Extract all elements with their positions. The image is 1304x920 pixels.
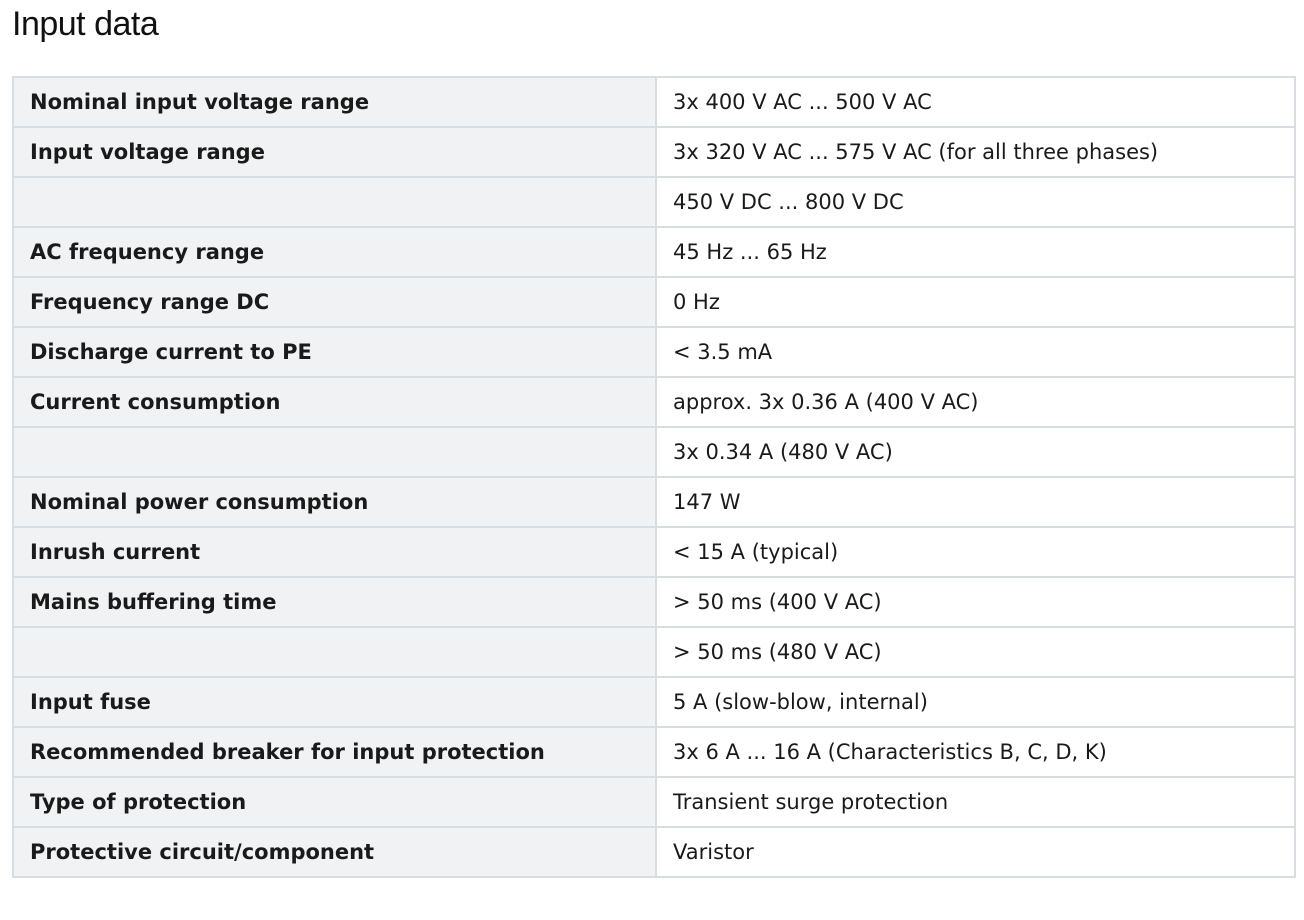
row-label: Recommended breaker for input protection — [13, 727, 656, 777]
table-row — [13, 777, 1295, 827]
row-label: Type of protection — [13, 777, 656, 827]
row-label: Protective circuit/component — [13, 827, 656, 877]
table-row — [13, 327, 1295, 377]
table-row — [13, 577, 1295, 627]
row-label: Input fuse — [13, 677, 656, 727]
table-row — [13, 377, 1295, 427]
row-label: Nominal input voltage range — [13, 77, 656, 127]
row-label: Discharge current to PE — [13, 327, 656, 377]
page-title: Input data — [12, 5, 159, 43]
row-value: 3x 6 A ... 16 A (Characteristics B, C, D, K) — [656, 727, 1295, 777]
table-body — [13, 77, 1295, 877]
row-value: Varistor — [656, 827, 1295, 877]
row-label — [13, 177, 656, 227]
row-label: Input voltage range — [13, 127, 656, 177]
row-label — [13, 627, 656, 677]
table-row — [13, 127, 1295, 177]
row-value: 45 Hz ... 65 Hz — [656, 227, 1295, 277]
row-label: Nominal power consumption — [13, 477, 656, 527]
table-row — [13, 427, 1295, 477]
row-value: 5 A (slow-blow, internal) — [656, 677, 1295, 727]
row-label: AC frequency range — [13, 227, 656, 277]
table-row — [13, 527, 1295, 577]
table-row — [13, 627, 1295, 677]
row-value: 3x 320 V AC ... 575 V AC (for all three phases) — [656, 127, 1295, 177]
row-value: 450 V DC ... 800 V DC — [656, 177, 1295, 227]
row-value: < 3.5 mA — [656, 327, 1295, 377]
row-value: 0 Hz — [656, 277, 1295, 327]
row-value: > 50 ms (400 V AC) — [656, 577, 1295, 627]
table-row — [13, 827, 1295, 877]
table-row — [13, 177, 1295, 227]
input-data-table — [12, 76, 1296, 878]
row-value: 3x 400 V AC ... 500 V AC — [656, 77, 1295, 127]
row-label: Inrush current — [13, 527, 656, 577]
row-label: Mains buffering time — [13, 577, 656, 627]
table-row — [13, 277, 1295, 327]
row-value: > 50 ms (480 V AC) — [656, 627, 1295, 677]
row-value: Transient surge protection — [656, 777, 1295, 827]
table-row — [13, 727, 1295, 777]
row-value: 147 W — [656, 477, 1295, 527]
table-row — [13, 677, 1295, 727]
row-label: Frequency range DC — [13, 277, 656, 327]
row-value: approx. 3x 0.36 A (400 V AC) — [656, 377, 1295, 427]
row-label: Current consumption — [13, 377, 656, 427]
row-value: 3x 0.34 A (480 V AC) — [656, 427, 1295, 477]
table-row — [13, 77, 1295, 127]
row-label — [13, 427, 656, 477]
row-value: < 15 A (typical) — [656, 527, 1295, 577]
table-row — [13, 227, 1295, 277]
table-row — [13, 477, 1295, 527]
